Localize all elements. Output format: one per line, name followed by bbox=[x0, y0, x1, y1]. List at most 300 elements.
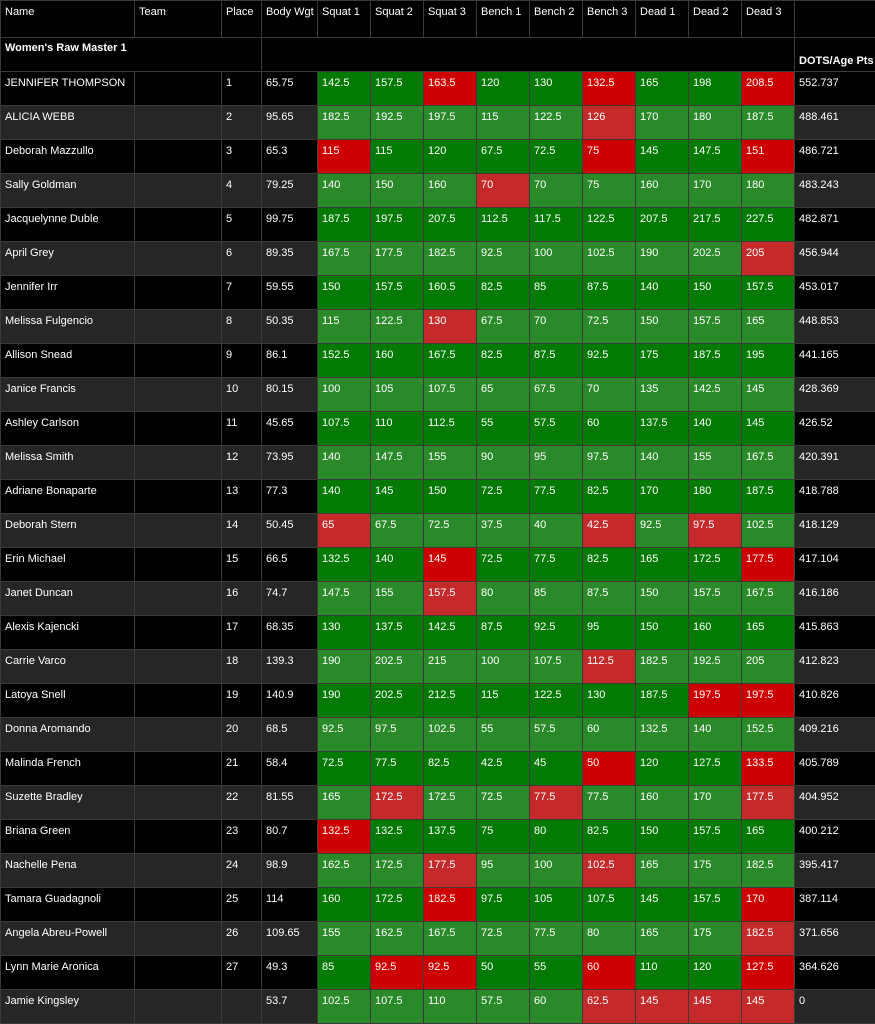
attempt-dead-1: 165 bbox=[636, 72, 689, 106]
lifter-body-weight: 53.7 bbox=[262, 990, 318, 1024]
lifter-body-weight: 95.65 bbox=[262, 106, 318, 140]
attempt-bench-2: 77.5 bbox=[530, 922, 583, 956]
attempt-squat-3: 207.5 bbox=[424, 208, 477, 242]
lifter-points: 400.212 bbox=[795, 820, 875, 854]
attempt-squat-1: 65 bbox=[318, 514, 371, 548]
lifter-place: 23 bbox=[222, 820, 262, 854]
attempt-bench-3: 77.5 bbox=[583, 786, 636, 820]
lifter-team bbox=[135, 174, 222, 208]
attempt-dead-2: 187.5 bbox=[689, 344, 742, 378]
attempt-bench-3: 82.5 bbox=[583, 480, 636, 514]
lifter-body-weight: 79.25 bbox=[262, 174, 318, 208]
attempt-bench-3: 87.5 bbox=[583, 582, 636, 616]
lifter-row[interactable] bbox=[1, 514, 875, 548]
attempt-squat-3: 92.5 bbox=[424, 956, 477, 990]
attempt-bench-1: 75 bbox=[477, 820, 530, 854]
attempt-squat-3: 182.5 bbox=[424, 888, 477, 922]
attempt-dead-3: 170 bbox=[742, 888, 795, 922]
attempt-bench-1: 112.5 bbox=[477, 208, 530, 242]
attempt-bench-2: 70 bbox=[530, 310, 583, 344]
attempt-dead-3: 167.5 bbox=[742, 582, 795, 616]
col-header-team[interactable]: Team bbox=[135, 1, 222, 38]
lifter-team bbox=[135, 684, 222, 718]
attempt-dead-3: 182.5 bbox=[742, 922, 795, 956]
attempt-bench-1: 50 bbox=[477, 956, 530, 990]
attempt-squat-1: 160 bbox=[318, 888, 371, 922]
lifter-row[interactable] bbox=[1, 582, 875, 616]
attempt-bench-3: 132.5 bbox=[583, 72, 636, 106]
lifter-team bbox=[135, 718, 222, 752]
attempt-bench-3: 70 bbox=[583, 378, 636, 412]
attempt-dead-3: 152.5 bbox=[742, 718, 795, 752]
attempt-squat-2: 67.5 bbox=[371, 514, 424, 548]
col-header-bench-2[interactable]: Bench 2 bbox=[530, 1, 583, 38]
lifter-row[interactable] bbox=[1, 208, 875, 242]
lifter-body-weight: 68.5 bbox=[262, 718, 318, 752]
lifter-name: Melissa Smith bbox=[1, 446, 135, 480]
attempt-dead-1: 150 bbox=[636, 582, 689, 616]
attempt-bench-3: 126 bbox=[583, 106, 636, 140]
attempt-bench-3: 102.5 bbox=[583, 242, 636, 276]
lifter-name: Sally Goldman bbox=[1, 174, 135, 208]
attempt-dead-1: 132.5 bbox=[636, 718, 689, 752]
lifter-place: 18 bbox=[222, 650, 262, 684]
lifter-name: Malinda French bbox=[1, 752, 135, 786]
attempt-dead-3: 227.5 bbox=[742, 208, 795, 242]
attempt-dead-2: 157.5 bbox=[689, 310, 742, 344]
attempt-bench-3: 60 bbox=[583, 956, 636, 990]
attempt-squat-2: 140 bbox=[371, 548, 424, 582]
lifter-place: 25 bbox=[222, 888, 262, 922]
lifter-name: Alexis Kajencki bbox=[1, 616, 135, 650]
attempt-bench-2: 95 bbox=[530, 446, 583, 480]
lifter-team bbox=[135, 276, 222, 310]
attempt-bench-1: 115 bbox=[477, 684, 530, 718]
lifter-place: 13 bbox=[222, 480, 262, 514]
attempt-squat-2: 160 bbox=[371, 344, 424, 378]
attempt-dead-1: 175 bbox=[636, 344, 689, 378]
col-header-squat-3[interactable]: Squat 3 bbox=[424, 1, 477, 38]
attempt-squat-1: 165 bbox=[318, 786, 371, 820]
lifter-team bbox=[135, 412, 222, 446]
col-header-squat-2[interactable]: Squat 2 bbox=[371, 1, 424, 38]
lifter-place: 22 bbox=[222, 786, 262, 820]
attempt-bench-3: 75 bbox=[583, 174, 636, 208]
lifter-name: Melissa Fulgencio bbox=[1, 310, 135, 344]
lifter-place: 9 bbox=[222, 344, 262, 378]
lifter-name: Jacquelynne Duble bbox=[1, 208, 135, 242]
division-spacer bbox=[262, 38, 795, 72]
attempt-bench-1: 67.5 bbox=[477, 140, 530, 174]
lifter-body-weight: 109.65 bbox=[262, 922, 318, 956]
lifter-place bbox=[222, 990, 262, 1024]
lifter-body-weight: 140.9 bbox=[262, 684, 318, 718]
attempt-bench-2: 117.5 bbox=[530, 208, 583, 242]
lifter-name: Ashley Carlson bbox=[1, 412, 135, 446]
attempt-bench-3: 107.5 bbox=[583, 888, 636, 922]
attempt-dead-1: 165 bbox=[636, 854, 689, 888]
attempt-squat-2: 77.5 bbox=[371, 752, 424, 786]
lifter-body-weight: 50.35 bbox=[262, 310, 318, 344]
attempt-bench-1: 55 bbox=[477, 412, 530, 446]
attempt-dead-3: 182.5 bbox=[742, 854, 795, 888]
lifter-points: 409.216 bbox=[795, 718, 875, 752]
lifter-place: 19 bbox=[222, 684, 262, 718]
lifter-row[interactable] bbox=[1, 140, 875, 174]
attempt-dead-3: 167.5 bbox=[742, 446, 795, 480]
lifter-place: 6 bbox=[222, 242, 262, 276]
attempt-squat-3: 150 bbox=[424, 480, 477, 514]
attempt-bench-3: 75 bbox=[583, 140, 636, 174]
col-header-place[interactable]: Place bbox=[222, 1, 262, 38]
attempt-squat-3: 172.5 bbox=[424, 786, 477, 820]
attempt-squat-2: 147.5 bbox=[371, 446, 424, 480]
attempt-dead-2: 157.5 bbox=[689, 582, 742, 616]
lifter-points: 416.186 bbox=[795, 582, 875, 616]
attempt-bench-2: 45 bbox=[530, 752, 583, 786]
lifter-team bbox=[135, 344, 222, 378]
attempt-dead-2: 147.5 bbox=[689, 140, 742, 174]
attempt-bench-3: 112.5 bbox=[583, 650, 636, 684]
attempt-squat-1: 140 bbox=[318, 480, 371, 514]
attempt-bench-2: 100 bbox=[530, 854, 583, 888]
lifter-row[interactable] bbox=[1, 72, 875, 106]
attempt-squat-1: 85 bbox=[318, 956, 371, 990]
attempt-bench-2: 85 bbox=[530, 276, 583, 310]
attempt-bench-2: 107.5 bbox=[530, 650, 583, 684]
attempt-dead-2: 180 bbox=[689, 480, 742, 514]
lifter-body-weight: 74.7 bbox=[262, 582, 318, 616]
attempt-squat-2: 122.5 bbox=[371, 310, 424, 344]
lifter-place: 12 bbox=[222, 446, 262, 480]
attempt-dead-2: 157.5 bbox=[689, 820, 742, 854]
attempt-squat-2: 177.5 bbox=[371, 242, 424, 276]
attempt-squat-3: 160 bbox=[424, 174, 477, 208]
attempt-squat-3: 82.5 bbox=[424, 752, 477, 786]
attempt-squat-2: 192.5 bbox=[371, 106, 424, 140]
attempt-squat-2: 132.5 bbox=[371, 820, 424, 854]
attempt-squat-3: 167.5 bbox=[424, 344, 477, 378]
attempt-dead-2: 217.5 bbox=[689, 208, 742, 242]
lifter-points: 448.853 bbox=[795, 310, 875, 344]
attempt-dead-1: 145 bbox=[636, 140, 689, 174]
col-header-dead-1[interactable]: Dead 1 bbox=[636, 1, 689, 38]
lifter-body-weight: 65.75 bbox=[262, 72, 318, 106]
lifter-row[interactable] bbox=[1, 242, 875, 276]
lifter-body-weight: 139.3 bbox=[262, 650, 318, 684]
attempt-dead-2: 140 bbox=[689, 412, 742, 446]
attempt-squat-1: 107.5 bbox=[318, 412, 371, 446]
attempt-squat-1: 147.5 bbox=[318, 582, 371, 616]
attempt-bench-3: 72.5 bbox=[583, 310, 636, 344]
lifter-name: Janet Duncan bbox=[1, 582, 135, 616]
attempt-squat-2: 202.5 bbox=[371, 684, 424, 718]
attempt-squat-1: 132.5 bbox=[318, 820, 371, 854]
lifter-row[interactable] bbox=[1, 276, 875, 310]
attempt-dead-3: 145 bbox=[742, 412, 795, 446]
lifter-row[interactable] bbox=[1, 650, 875, 684]
lifter-body-weight: 50.45 bbox=[262, 514, 318, 548]
lifter-body-weight: 59.55 bbox=[262, 276, 318, 310]
attempt-dead-1: 145 bbox=[636, 990, 689, 1024]
attempt-squat-3: 120 bbox=[424, 140, 477, 174]
attempt-squat-3: 137.5 bbox=[424, 820, 477, 854]
attempt-squat-1: 190 bbox=[318, 650, 371, 684]
attempt-dead-2: 142.5 bbox=[689, 378, 742, 412]
lifter-body-weight: 49.3 bbox=[262, 956, 318, 990]
attempt-bench-1: 82.5 bbox=[477, 276, 530, 310]
lifter-row[interactable] bbox=[1, 752, 875, 786]
attempt-squat-1: 132.5 bbox=[318, 548, 371, 582]
lifter-place: 3 bbox=[222, 140, 262, 174]
attempt-dead-2: 202.5 bbox=[689, 242, 742, 276]
attempt-bench-1: 37.5 bbox=[477, 514, 530, 548]
attempt-dead-1: 160 bbox=[636, 786, 689, 820]
attempt-dead-3: 187.5 bbox=[742, 480, 795, 514]
attempt-dead-1: 140 bbox=[636, 446, 689, 480]
lifter-row[interactable] bbox=[1, 956, 875, 990]
col-header-squat-1[interactable]: Squat 1 bbox=[318, 1, 371, 38]
col-header-bench-1[interactable]: Bench 1 bbox=[477, 1, 530, 38]
lifter-name: Allison Snead bbox=[1, 344, 135, 378]
lifter-name: Adriane Bonaparte bbox=[1, 480, 135, 514]
lifter-points: 483.243 bbox=[795, 174, 875, 208]
attempt-squat-2: 172.5 bbox=[371, 854, 424, 888]
attempt-bench-1: 115 bbox=[477, 106, 530, 140]
lifter-team bbox=[135, 922, 222, 956]
lifter-name: Tamara Guadagnoli bbox=[1, 888, 135, 922]
lifter-row[interactable] bbox=[1, 344, 875, 378]
attempt-squat-2: 150 bbox=[371, 174, 424, 208]
attempt-squat-3: 110 bbox=[424, 990, 477, 1024]
lifter-row[interactable] bbox=[1, 412, 875, 446]
lifter-place: 15 bbox=[222, 548, 262, 582]
lifter-place: 1 bbox=[222, 72, 262, 106]
lifter-row[interactable] bbox=[1, 854, 875, 888]
lifter-points: 428.369 bbox=[795, 378, 875, 412]
lifter-points: 486.721 bbox=[795, 140, 875, 174]
attempt-squat-3: 72.5 bbox=[424, 514, 477, 548]
attempt-squat-1: 155 bbox=[318, 922, 371, 956]
attempt-squat-1: 102.5 bbox=[318, 990, 371, 1024]
attempt-dead-3: 197.5 bbox=[742, 684, 795, 718]
attempt-dead-3: 102.5 bbox=[742, 514, 795, 548]
attempt-bench-3: 102.5 bbox=[583, 854, 636, 888]
col-header-dead-3[interactable]: Dead 3 bbox=[742, 1, 795, 38]
attempt-bench-2: 60 bbox=[530, 990, 583, 1024]
lifter-team bbox=[135, 514, 222, 548]
attempt-squat-2: 155 bbox=[371, 582, 424, 616]
attempt-squat-3: 130 bbox=[424, 310, 477, 344]
lifter-row[interactable] bbox=[1, 922, 875, 956]
attempt-dead-1: 190 bbox=[636, 242, 689, 276]
attempt-bench-2: 57.5 bbox=[530, 412, 583, 446]
lifter-place: 7 bbox=[222, 276, 262, 310]
attempt-squat-1: 115 bbox=[318, 140, 371, 174]
attempt-squat-3: 160.5 bbox=[424, 276, 477, 310]
attempt-squat-3: 197.5 bbox=[424, 106, 477, 140]
attempt-dead-3: 205 bbox=[742, 650, 795, 684]
attempt-dead-1: 120 bbox=[636, 752, 689, 786]
lifter-name: Latoya Snell bbox=[1, 684, 135, 718]
attempt-bench-3: 62.5 bbox=[583, 990, 636, 1024]
lifter-points: 404.952 bbox=[795, 786, 875, 820]
attempt-bench-1: 92.5 bbox=[477, 242, 530, 276]
attempt-dead-1: 150 bbox=[636, 820, 689, 854]
col-header-body-weight[interactable]: Body Wgt bbox=[262, 1, 318, 38]
lifter-team bbox=[135, 548, 222, 582]
col-header-points bbox=[795, 1, 875, 38]
attempt-bench-2: 57.5 bbox=[530, 718, 583, 752]
attempt-squat-2: 115 bbox=[371, 140, 424, 174]
lifter-points: 426.52 bbox=[795, 412, 875, 446]
lifter-row[interactable] bbox=[1, 378, 875, 412]
lifter-body-weight: 65.3 bbox=[262, 140, 318, 174]
lifter-points: 371.656 bbox=[795, 922, 875, 956]
lifter-team bbox=[135, 990, 222, 1024]
attempt-squat-2: 137.5 bbox=[371, 616, 424, 650]
attempt-dead-1: 145 bbox=[636, 888, 689, 922]
attempt-bench-2: 130 bbox=[530, 72, 583, 106]
lifter-place: 24 bbox=[222, 854, 262, 888]
attempt-dead-3: 133.5 bbox=[742, 752, 795, 786]
lifter-name: JENNIFER THOMPSON bbox=[1, 72, 135, 106]
attempt-dead-2: 175 bbox=[689, 922, 742, 956]
lifter-row[interactable] bbox=[1, 106, 875, 140]
lifter-body-weight: 99.75 bbox=[262, 208, 318, 242]
lifter-body-weight: 58.4 bbox=[262, 752, 318, 786]
lifter-row[interactable] bbox=[1, 616, 875, 650]
lifter-points: 456.944 bbox=[795, 242, 875, 276]
lifter-row[interactable] bbox=[1, 548, 875, 582]
attempt-bench-3: 130 bbox=[583, 684, 636, 718]
attempt-squat-2: 107.5 bbox=[371, 990, 424, 1024]
attempt-bench-1: 95 bbox=[477, 854, 530, 888]
attempt-bench-3: 82.5 bbox=[583, 548, 636, 582]
attempt-squat-2: 197.5 bbox=[371, 208, 424, 242]
lifter-row[interactable] bbox=[1, 888, 875, 922]
attempt-bench-1: 57.5 bbox=[477, 990, 530, 1024]
lifter-team bbox=[135, 956, 222, 990]
attempt-bench-3: 95 bbox=[583, 616, 636, 650]
attempt-bench-3: 50 bbox=[583, 752, 636, 786]
lifter-place: 17 bbox=[222, 616, 262, 650]
attempt-dead-2: 127.5 bbox=[689, 752, 742, 786]
lifter-row[interactable] bbox=[1, 990, 875, 1024]
attempt-bench-2: 67.5 bbox=[530, 378, 583, 412]
col-header-bench-3[interactable]: Bench 3 bbox=[583, 1, 636, 38]
attempt-bench-3: 42.5 bbox=[583, 514, 636, 548]
attempt-squat-1: 72.5 bbox=[318, 752, 371, 786]
attempt-dead-2: 120 bbox=[689, 956, 742, 990]
lifter-body-weight: 89.35 bbox=[262, 242, 318, 276]
attempt-bench-3: 82.5 bbox=[583, 820, 636, 854]
attempt-bench-2: 122.5 bbox=[530, 106, 583, 140]
lifter-name: Deborah Stern bbox=[1, 514, 135, 548]
lifter-row[interactable] bbox=[1, 820, 875, 854]
lifter-row[interactable] bbox=[1, 718, 875, 752]
lifter-team bbox=[135, 242, 222, 276]
attempt-bench-1: 82.5 bbox=[477, 344, 530, 378]
lifter-body-weight: 114 bbox=[262, 888, 318, 922]
lifter-body-weight: 66.5 bbox=[262, 548, 318, 582]
lifter-name: Nachelle Pena bbox=[1, 854, 135, 888]
lifter-team bbox=[135, 854, 222, 888]
lifter-row[interactable] bbox=[1, 310, 875, 344]
attempt-bench-1: 72.5 bbox=[477, 922, 530, 956]
lifter-row[interactable] bbox=[1, 786, 875, 820]
points-column-label: DOTS/Age Pts bbox=[795, 38, 875, 72]
attempt-bench-2: 92.5 bbox=[530, 616, 583, 650]
attempt-dead-1: 187.5 bbox=[636, 684, 689, 718]
attempt-dead-3: 145 bbox=[742, 378, 795, 412]
attempt-dead-1: 182.5 bbox=[636, 650, 689, 684]
attempt-squat-3: 157.5 bbox=[424, 582, 477, 616]
header-row bbox=[1, 1, 875, 38]
attempt-squat-2: 172.5 bbox=[371, 888, 424, 922]
lifter-name: April Grey bbox=[1, 242, 135, 276]
lifter-body-weight: 81.55 bbox=[262, 786, 318, 820]
attempt-dead-1: 160 bbox=[636, 174, 689, 208]
attempt-dead-3: 165 bbox=[742, 310, 795, 344]
attempt-dead-1: 140 bbox=[636, 276, 689, 310]
attempt-bench-1: 72.5 bbox=[477, 786, 530, 820]
attempt-squat-2: 110 bbox=[371, 412, 424, 446]
attempt-squat-3: 155 bbox=[424, 446, 477, 480]
lifter-row[interactable] bbox=[1, 174, 875, 208]
lifter-points: 364.626 bbox=[795, 956, 875, 990]
attempt-dead-3: 151 bbox=[742, 140, 795, 174]
attempt-squat-3: 215 bbox=[424, 650, 477, 684]
attempt-bench-3: 92.5 bbox=[583, 344, 636, 378]
lifter-place: 21 bbox=[222, 752, 262, 786]
lifter-body-weight: 80.7 bbox=[262, 820, 318, 854]
attempt-dead-2: 192.5 bbox=[689, 650, 742, 684]
lifter-place: 14 bbox=[222, 514, 262, 548]
attempt-bench-1: 80 bbox=[477, 582, 530, 616]
lifter-points: 441.165 bbox=[795, 344, 875, 378]
attempt-bench-1: 55 bbox=[477, 718, 530, 752]
attempt-squat-1: 167.5 bbox=[318, 242, 371, 276]
lifter-row[interactable] bbox=[1, 480, 875, 514]
lifter-team bbox=[135, 310, 222, 344]
attempt-dead-1: 150 bbox=[636, 616, 689, 650]
attempt-dead-2: 175 bbox=[689, 854, 742, 888]
attempt-dead-3: 180 bbox=[742, 174, 795, 208]
attempt-squat-1: 152.5 bbox=[318, 344, 371, 378]
attempt-squat-3: 142.5 bbox=[424, 616, 477, 650]
lifter-body-weight: 68.35 bbox=[262, 616, 318, 650]
lifter-row[interactable] bbox=[1, 684, 875, 718]
lifter-points: 482.871 bbox=[795, 208, 875, 242]
lifter-place: 2 bbox=[222, 106, 262, 140]
attempt-dead-3: 195 bbox=[742, 344, 795, 378]
col-header-name[interactable]: Name bbox=[1, 1, 135, 38]
col-header-dead-2[interactable]: Dead 2 bbox=[689, 1, 742, 38]
attempt-bench-3: 122.5 bbox=[583, 208, 636, 242]
lifter-team bbox=[135, 446, 222, 480]
attempt-squat-1: 92.5 bbox=[318, 718, 371, 752]
lifter-name: Janice Francis bbox=[1, 378, 135, 412]
lifter-row[interactable] bbox=[1, 446, 875, 480]
attempt-dead-2: 180 bbox=[689, 106, 742, 140]
lifter-team bbox=[135, 888, 222, 922]
lifter-points: 418.129 bbox=[795, 514, 875, 548]
lifter-points: 387.114 bbox=[795, 888, 875, 922]
attempt-bench-1: 90 bbox=[477, 446, 530, 480]
attempt-squat-3: 177.5 bbox=[424, 854, 477, 888]
attempt-dead-3: 208.5 bbox=[742, 72, 795, 106]
